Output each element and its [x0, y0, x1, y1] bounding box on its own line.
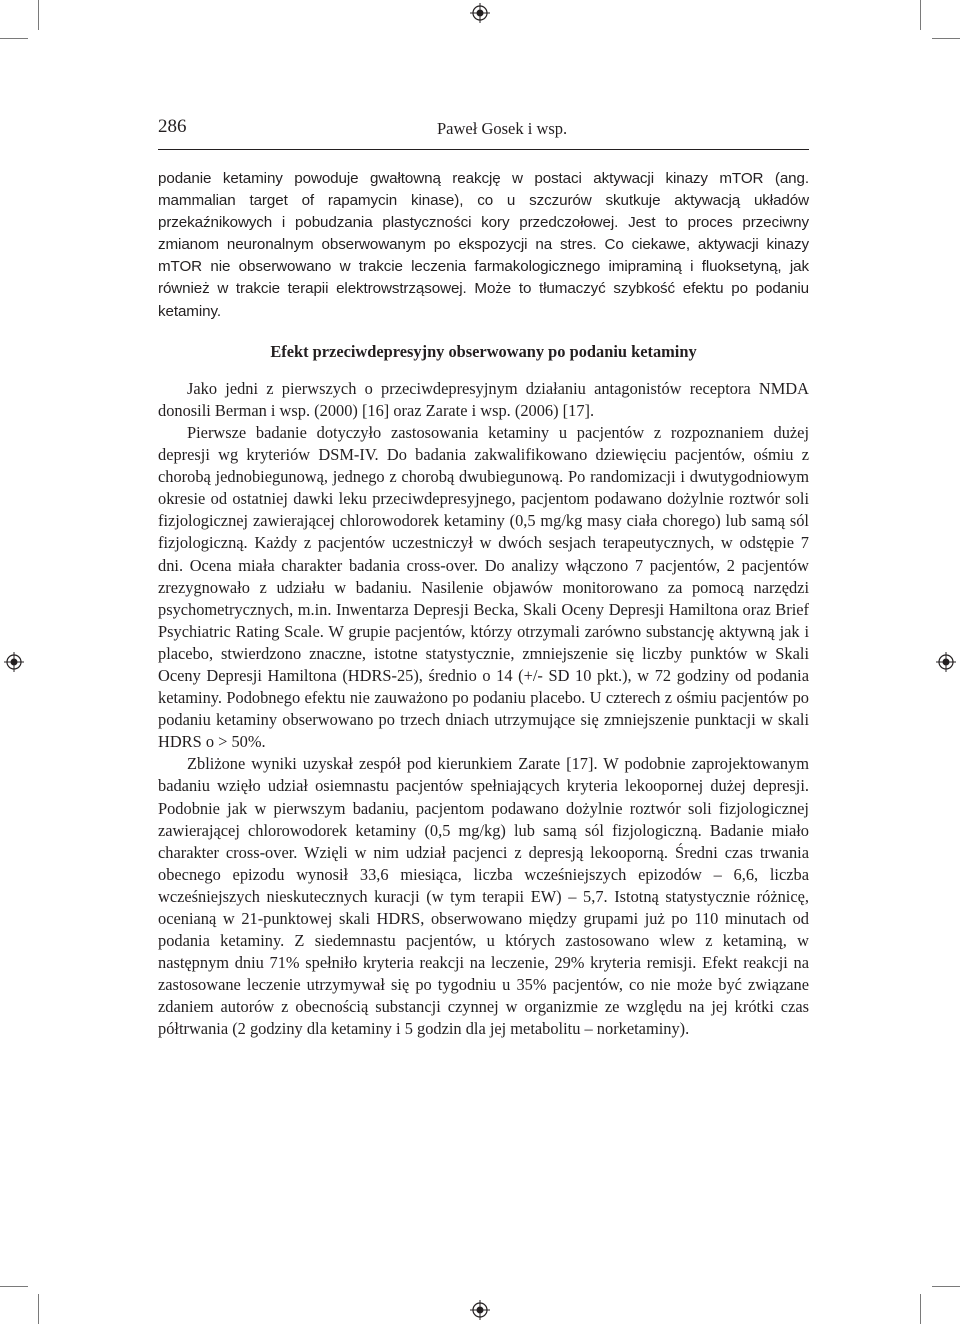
section-heading: Efekt przeciwdepresyjny obserwowany po podaniu ketaminy	[270, 341, 697, 361]
paragraph-mtor: podanie ketaminy powoduje gwałtowną reakcję w postaci aktywacji kinazy mTOR (ang. mammalian target of rapamycin kinase), co u szczurów skutkuje aktywacją układów przekaźnikowych i pobudzania plastyczności kory przedczołowej. Jest to proces przeciwny zmianom neuronalnym obserwowanym po ekspozycji na stres. Co ciekawe, aktywacji kinazy mTOR nie obserwowano w trakcie leczenia farmakologicznego imipraminą i fluoksetyną, jak również w trakcie terapii elektrowstrząsowej. Może to tłumaczyć szybkość efektu po podaniu ketaminy.	[158, 170, 809, 320]
crop-mark-top-left	[38, 0, 39, 30]
crop-mark-bottom-left	[38, 1294, 39, 1324]
crop-mark-top-left-h	[0, 38, 28, 39]
paragraph-intro: Jako jedni z pierwszych o przeciwdepresyjnym działaniu antagonistów receptora NMDA donosili Berman i wsp. (2000) [16] oraz Zarate i wsp. (2006) [17].	[158, 378, 809, 420]
registration-target-icon	[470, 3, 490, 23]
crop-mark-bottom-right-h	[932, 1286, 960, 1287]
crop-mark-bottom-left-h	[0, 1286, 28, 1287]
article-body	[158, 168, 809, 1041]
registration-target-icon	[4, 652, 24, 672]
registration-target-icon	[470, 1300, 490, 1320]
registration-target-icon	[936, 652, 956, 672]
paragraph-zarate-study: Zbliżone wyniki uzyskał zespół pod kierunkiem Zarate [17]. W podobnie zaprojektowanym badaniu wzięło udział osiemnastu pacjentów spełniających kryteria lekoopornej dużej depresji. Podobnie jak w pierwszym badaniu, pacjentom podawano dożylnie roztwór soli fizjologicznej zawierającej chlorowodorek ketaminy (0,5 mg/kg) lub samą sól fizjologiczną. Badanie miało charakter cross-over. Wzięli w nim udział pacjenci z depresją lekooporną. Średni czas trwania obecnego epizodu wynosił 33,6 miesiąca, liczba wcześniejszych epizodów – 6,6, liczba wcześniejszych nieskutecznych kuracji (w tym terapii EW) – 5,7. Istotną statystycznie różnicę, ocenianą w 21-punktowej skali HDRS, obserwowano między grupami już po 110 minutach od podania ketaminy. Z siedemnastu pacjentów, u których zastosowano wlew z ketaminą, w następnym dniu 71% spełniło kryteria reakcji na leczenie, 29% kryteria remisji. Efekt reakcji na zastosowane leczenie utrzymywał się po tygodniu u 35% pacjentów, co nie może być związane zdaniem autorów z obecnością substancji czynnej w organizmie ze względu na jej krótki czas półtrwania (2 godziny dla ketaminy i 5 godzin dla jej metabolitu – norketaminy).	[158, 754, 809, 1039]
page-number: 286	[158, 116, 187, 137]
crop-mark-bottom-right	[920, 1294, 921, 1324]
paragraph-first-study: Pierwsze badanie dotyczyło zastosowania ketaminy u pacjentów z rozpoznaniem dużej depresji wg kryteriów DSM-IV. Do badania zakwalifikowano dziewięciu pacjentów, ośmiu z chorobą jednobiegunową, jednego z chorobą dwubiegunową. Po randomizacji i dwutygodniowym okresie od ostatniej dawki leku przeciwdepresyjnego, pacjentom podawano dożylnie roztwór soli fizjologicznej zawierającej chlorowodorek ketaminy (0,5 mg/kg masy ciała chorego) lub samą sól fizjologiczną. Każdy z pacjentów uczestniczył w dwóch sesjach terapeutycznych, w odstępie 7 dni. Ocena miała charakter badania cross-over. Do analizy włączono 7 pacjentów, 2 pacjentów zrezygnowało z udziału w badaniu. Nasilenie objawów monitorowano za pomocą narzędzi psychometrycznych, m.in. Inwentarza Depresji Becka, Skali Oceny Depresji Hamiltona oraz Brief Psychiatric Rating Scale. W grupie pacjentów, którzy otrzymali zarówno substancję aktywną jak i placebo, stwierdzono znaczne, istotne statystycznie, zmniejszenie się liczby punktów w Skali Oceny Depresji Hamiltona (HDRS-25), średnio o 14 (+/- SD 10 pkt.), w 72 godziny od podania ketaminy. Podobnego efektu nie zauważono po podaniu placebo. U czterech z ośmiu pacjentów po podaniu ketaminy obserwowano po trzech dniach utrzymujące się zmniejszenie punktacji w skali HDRS o > 50%.	[158, 422, 809, 752]
page-header	[158, 116, 809, 140]
header-rule	[158, 149, 809, 150]
running-head: Paweł Gosek i wsp.	[437, 119, 568, 138]
crop-mark-top-right	[920, 0, 921, 30]
crop-mark-top-right-h	[932, 38, 960, 39]
